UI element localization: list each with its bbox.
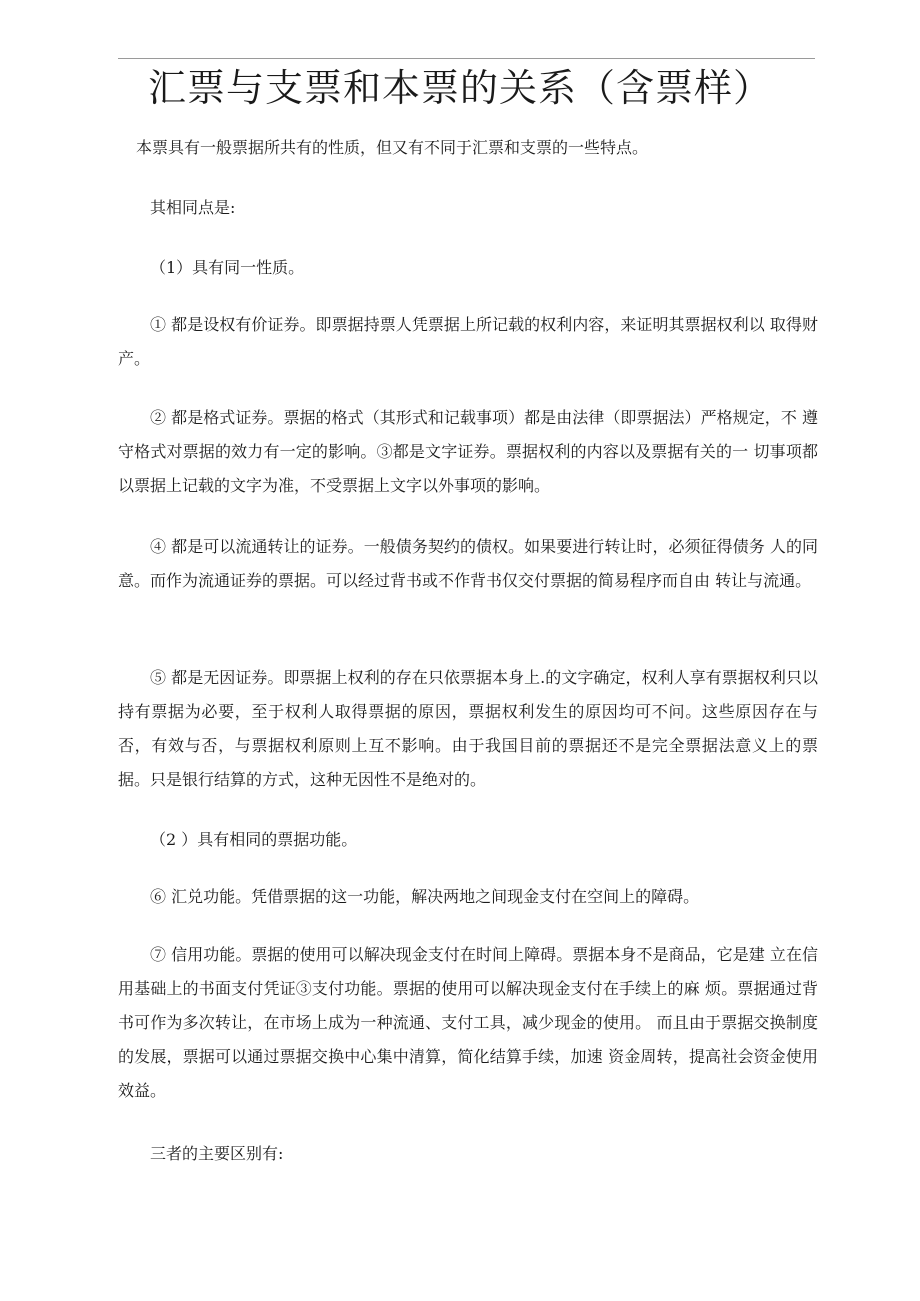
paragraph: （2 ）具有相同的票据功能。 xyxy=(150,830,358,849)
paragraph: ⑥ 汇兑功能。凭借票据的这一功能，解决两地之间现金支付在空间上的障碍。 xyxy=(150,887,700,906)
paragraph: ① 都是设权有价证券。即票据持票人凭票据上所记载的权利内容，来证明其票据权利以 取得财产。 xyxy=(118,315,818,368)
paragraph: ④ 都是可以流通转让的证券。一般债务契约的债权。如果要进行转让时，必须征得债务 人的同意。而作为流通证券的票据。可以经过背书或不作背书仅交付票据的简易程序而自由 转让与流通。 xyxy=(118,537,818,590)
paragraph: （1）具有同一性质。 xyxy=(150,258,305,277)
paragraph: ⑦ 信用功能。票据的使用可以解决现金支付在时间上障碍。票据本身不是商品，它是建 立在信用基础上的书面支付凭证③支付功能。票据的使用可以解决现金支付在手续上的麻 烦。票据通过背书可作为多次转让，在市场上成为一种流通、支付工具，减少现金的使用。 而且由于票据交换制度的发展，票据可以通过票据交换中心集中清算，简化结算手续，加速 资金周转，提高社会资金使用效益。 xyxy=(118,945,818,1100)
document-title: 汇票与支票和本票的关系（含票样） xyxy=(147,66,772,110)
header-rule xyxy=(118,58,815,59)
paragraph: 其相同点是: xyxy=(150,198,236,217)
paragraph: ⑤ 都是无因证券。即票据上权利的存在只依票据本身上.的文字确定，权利人享有票据权利只以持有票据为必要，至于权利人取得票据的原因，票据权利发生的原因均可不问。这些原因存在与否，有效与否，与票据权利原则上互不影响。由于我国目前的票据还不是完全票据法意义上的票据。只是银行结算的方式，这种无因性不是绝对的。 xyxy=(118,668,818,789)
paragraph: ② 都是格式证券。票据的格式（其形式和记载事项）都是由法律（即票据法）严格规定，不 遵守格式对票据的效力有一定的影响。③都是文字证券。票据权利的内容以及票据有关的一 切事项都以票据上记载的文字为准，不受票据上文字以外事项的影响。 xyxy=(118,408,818,495)
paragraph: 本票具有一般票据所共有的性质，但又有不同于汇票和支票的一些特点。 xyxy=(136,138,649,157)
paragraph: 三者的主要区别有: xyxy=(150,1144,284,1163)
